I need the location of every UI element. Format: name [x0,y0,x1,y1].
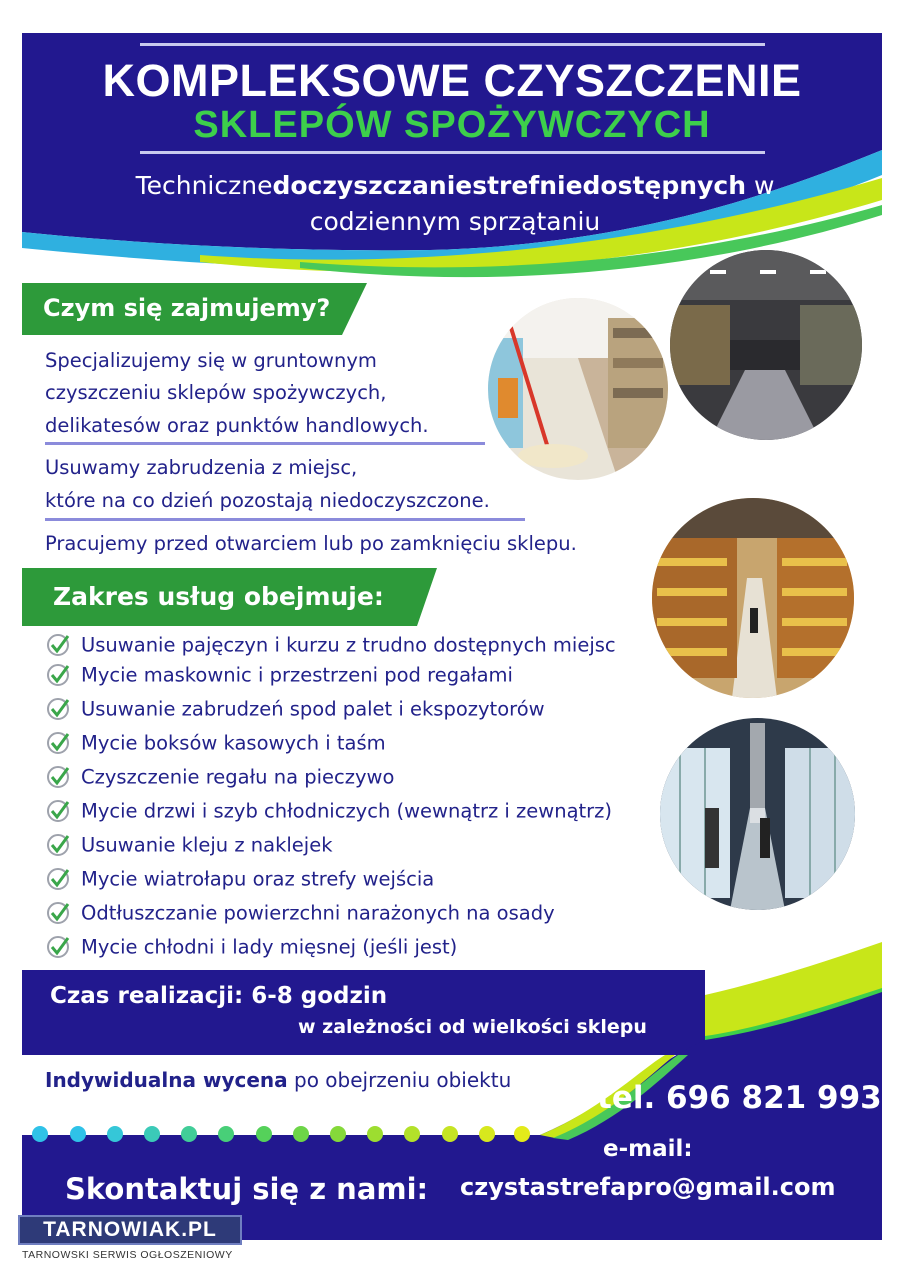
realization-label: Czas realizacji: 6-8 godzin [50,983,388,1009]
subtitle [60,168,850,240]
subtitle-line-2: codziennym sprzątaniu [309,207,601,236]
watermark-tagline: TARNOWSKI SERWIS OGŁOSZENIOWY [22,1249,233,1261]
list-item: Mycie maskownic i przestrzeni pod regałami [45,662,513,688]
contact-cta: Skontaktuj się z nami: [65,1172,429,1206]
about-line-4: Usuwamy zabrudzenia z miejsc, [45,456,358,479]
watermark-logo [18,1215,242,1245]
title-line-1: KOMPLEKSOWE CZYSZCZENIE [102,55,802,106]
pricing-bold: Indywidualna wycena [45,1068,288,1092]
check-icon [45,798,71,824]
check-icon [45,730,71,756]
decor-dot [181,1126,197,1142]
email-address[interactable]: czystastrefapro@gmail.com [460,1173,836,1201]
phone-number[interactable]: tel. 696 821 993 [597,1080,882,1116]
check-icon [45,632,71,658]
check-icon [45,832,71,858]
photo-mop-store [488,298,668,480]
about-line-3: delikatesów oraz punktów handlowych. [45,414,429,437]
list-item: Usuwanie kleju z naklejek [45,832,333,858]
pricing-rest: po obejrzeniu obiektu [287,1068,512,1092]
photo-checkout [670,250,862,440]
list-item: Odtłuszczanie powierzchni narażonych na osady [45,900,555,926]
decor-dot [367,1126,383,1142]
check-icon [45,900,71,926]
services-heading: Zakres usług obejmuje: [53,582,384,611]
check-icon [45,696,71,722]
about-heading: Czym się zajmujemy? [43,294,331,322]
decor-dot [479,1126,495,1142]
check-icon [45,764,71,790]
decor-dot [514,1126,530,1142]
photo-freezers [660,718,855,910]
list-item: Usuwanie pajęczyn i kurzu z trudno dostępnych miejsc [45,632,616,658]
decor-dot [330,1126,346,1142]
header-rule-bottom [140,151,765,154]
pricing-text [45,1068,511,1092]
list-item: Mycie drzwi i szyb chłodniczych (wewnątrz i zewnątrz) [45,798,612,824]
decor-dot [144,1126,160,1142]
about-underline-1 [45,442,485,445]
check-icon [45,662,71,688]
decor-dot [256,1126,272,1142]
list-item: Usuwanie zabrudzeń spod palet i ekspozytorów [45,696,545,722]
decor-dot [32,1126,48,1142]
decor-dot [404,1126,420,1142]
decor-dot [107,1126,123,1142]
list-item: Mycie wiatrołapu oraz strefy wejścia [45,866,434,892]
subtitle-prefix: Techniczne [135,171,273,200]
subtitle-bold: doczyszczaniestrefniedostępnych [272,171,746,200]
about-line-5: które na co dzień pozostają niedoczyszczone. [45,489,490,512]
watermark-logo-text: TARNOWIAK.PL [43,1218,217,1241]
list-item: Czyszczenie regału na pieczywo [45,764,394,790]
decor-dot [218,1126,234,1142]
about-line-1: Specjalizujemy się w gruntownym [45,349,377,372]
check-icon [45,866,71,892]
decor-dot [293,1126,309,1142]
list-item: Mycie chłodni i lady mięsnej (jeśli jest) [45,934,457,960]
realization-note: w zależności od wielkości sklepu [298,1016,647,1038]
email-label: e-mail: [603,1136,693,1162]
title-line-2: SKLEPÓW SPOŻYWCZYCH [193,104,711,146]
photo-aisle [652,498,854,698]
subtitle-suffix: w [746,171,775,200]
about-underline-2 [45,518,525,521]
decor-dot [70,1126,86,1142]
list-item: Mycie boksów kasowych i taśm [45,730,386,756]
about-line-6: Pracujemy przed otwarciem lub po zamknięciu sklepu. [45,532,577,555]
about-line-2: czyszczeniu sklepów spożywczych, [45,381,387,404]
header-rule-top [140,43,765,46]
decor-dot [442,1126,458,1142]
